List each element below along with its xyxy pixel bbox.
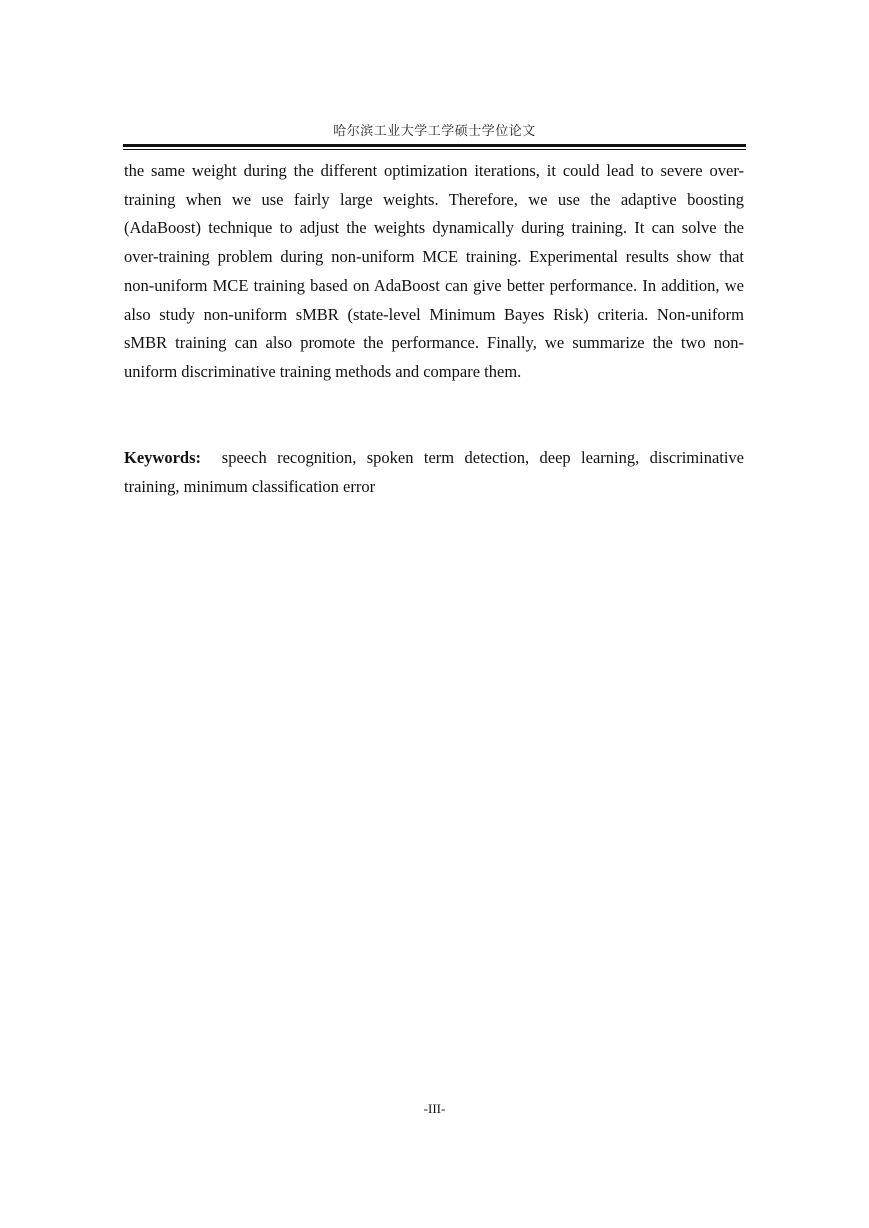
page-header-title: 哈尔滨工业大学工学硕士学位论文 [333, 123, 536, 138]
header-rule-thin [123, 149, 746, 150]
abstract-paragraph: the same weight during the different optimization iterations, it could lead to severe over-training when we use fairly large weights. Therefore, we use the adaptive boosting (AdaBoost) technique to adjust the weights dynamically during training. It can solve the over-training problem during non-uniform MCE training. Experimental results show that non-uniform MCE training based on AdaBoost can give better performance. In addition, we also study non-uniform sMBR (state-level Minimum Bayes Risk) criteria. Non-uniform sMBR training can also promote the performance. Finally, we summarize the two non-uniform discriminative training methods and compare them. [124, 161, 744, 381]
page-number: -III- [423, 1101, 446, 1116]
keywords-label: Keywords: [124, 448, 201, 467]
keywords-line [124, 444, 744, 501]
keywords-text: speech recognition, spoken term detection, deep learning, discriminative training, minimum classification error [124, 448, 745, 496]
header-rule-thick [123, 144, 746, 147]
